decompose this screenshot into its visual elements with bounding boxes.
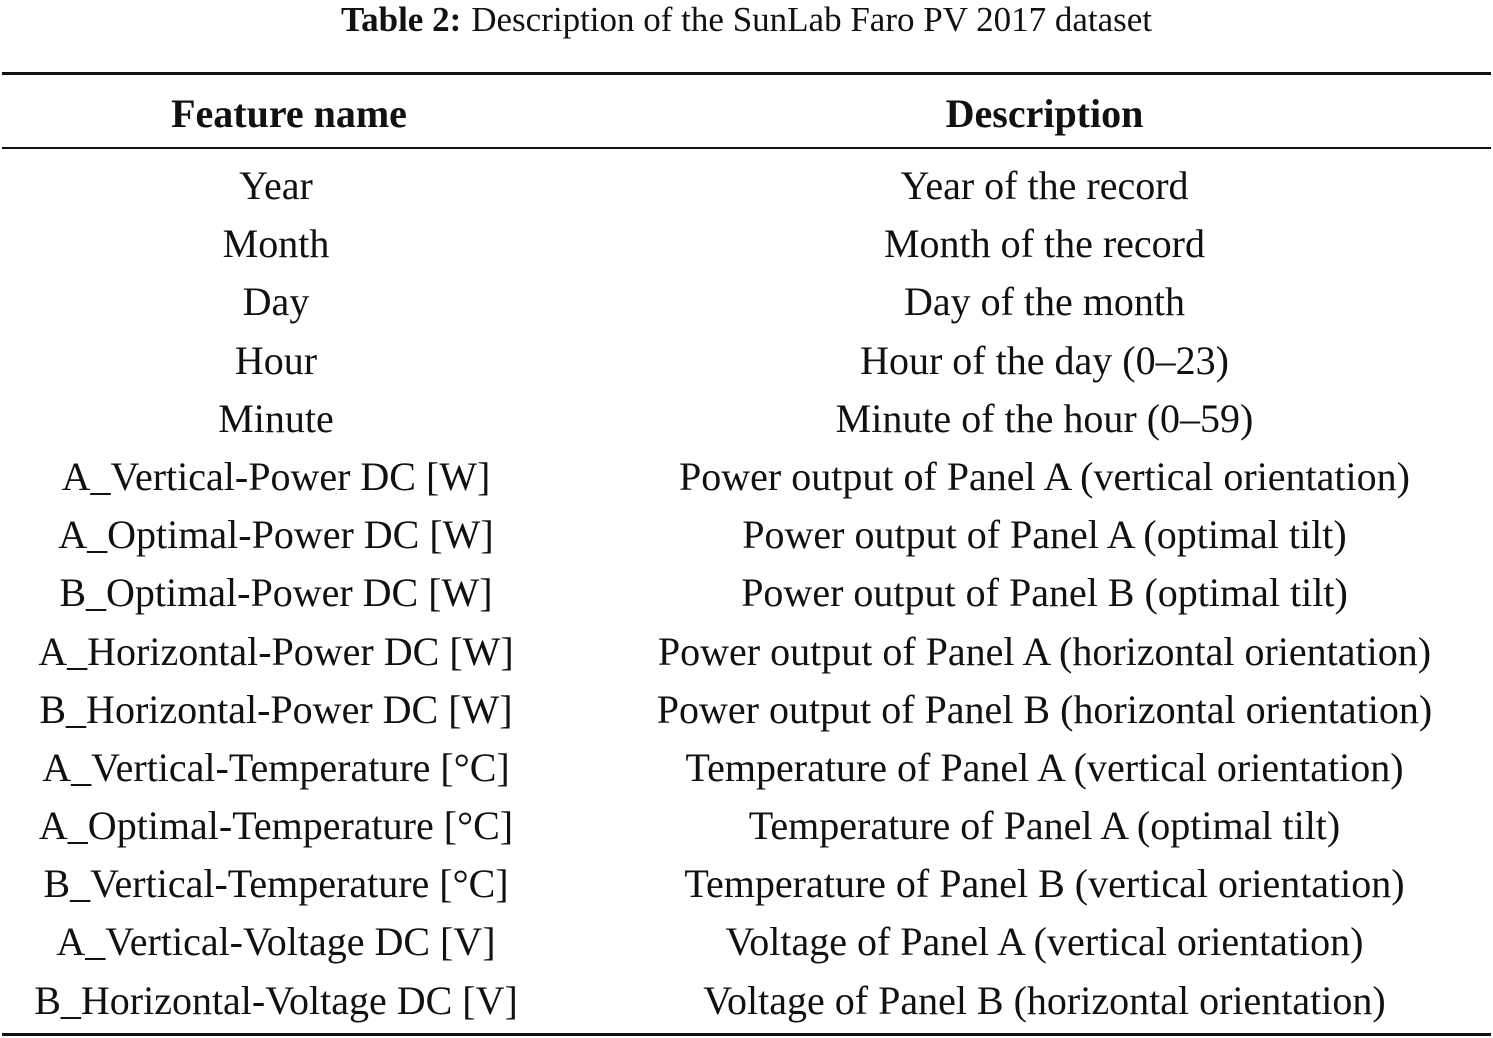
table-row [0, 564, 1493, 622]
description-cell: Power output of Panel A (horizontal orientation) [657, 628, 1432, 674]
bottom-rule [2, 1033, 1491, 1036]
table-caption-text: Description of the SunLab Faro PV 2017 dataset [471, 0, 1153, 39]
table-row [0, 273, 1493, 331]
description-cell: Power output of Panel A (vertical orientation) [679, 453, 1410, 499]
description-cell: Month of the record [883, 221, 1205, 267]
header-description: Description [945, 91, 1144, 136]
table-row [0, 739, 1493, 797]
table-row [0, 332, 1493, 390]
description-cell: Voltage of Panel B (horizontal orientation) [703, 977, 1386, 1023]
table-row [0, 448, 1493, 506]
feature-name-cell: Year [239, 163, 313, 208]
feature-name-cell: Minute [218, 395, 334, 441]
table-body [0, 157, 1493, 1030]
header-feature-name: Feature name [171, 91, 407, 136]
table-row [0, 390, 1493, 448]
feature-name-cell: B_Optimal-Power DC [W] [59, 570, 493, 616]
table-row [0, 855, 1493, 913]
feature-name-cell: A_Vertical-Temperature [°C] [42, 744, 510, 790]
feature-name-cell: A_Vertical-Voltage DC [V] [56, 919, 496, 965]
table-row [0, 797, 1493, 855]
table-row [0, 972, 1493, 1030]
description-cell: Power output of Panel A (optimal tilt) [742, 512, 1347, 558]
description-cell: Temperature of Panel A (vertical orientation) [685, 744, 1404, 790]
feature-name-cell: B_Vertical-Temperature [°C] [43, 861, 509, 907]
description-cell: Voltage of Panel A (vertical orientation) [725, 919, 1364, 965]
table-caption [0, 0, 1493, 44]
feature-name-cell: B_Horizontal-Voltage DC [V] [34, 977, 518, 1023]
description-cell: Power output of Panel B (horizontal orientation) [656, 686, 1433, 732]
feature-name-cell: B_Horizontal-Power DC [W] [39, 686, 513, 732]
feature-name-cell: A_Optimal-Temperature [°C] [38, 803, 514, 849]
description-cell: Temperature of Panel A (optimal tilt) [748, 803, 1341, 849]
table-label: Table 2: [340, 0, 462, 39]
feature-name-cell: A_Horizontal-Power DC [W] [38, 628, 514, 674]
top-rule [2, 72, 1491, 75]
feature-name-cell: Day [242, 279, 310, 325]
table-row [0, 157, 1493, 215]
table-row [0, 681, 1493, 739]
description-cell: Day of the month [903, 279, 1186, 325]
description-cell: Temperature of Panel B (vertical orientation) [684, 861, 1405, 907]
table-row [0, 506, 1493, 564]
description-cell: Power output of Panel B (optimal tilt) [741, 570, 1348, 616]
feature-name-cell: A_Optimal-Power DC [W] [58, 512, 494, 558]
description-cell: Minute of the hour (0–59) [835, 395, 1254, 441]
feature-name-cell: Hour [234, 337, 318, 383]
description-cell: Hour of the day (0–23) [860, 337, 1229, 383]
table-header [0, 88, 1493, 140]
table-row [0, 623, 1493, 681]
table-row [0, 913, 1493, 971]
header-rule [2, 147, 1491, 149]
table-row [0, 215, 1493, 273]
feature-name-cell: A_Vertical-Power DC [W] [61, 453, 491, 499]
description-cell: Year of the record [900, 163, 1189, 208]
feature-name-cell: Month [222, 221, 330, 267]
